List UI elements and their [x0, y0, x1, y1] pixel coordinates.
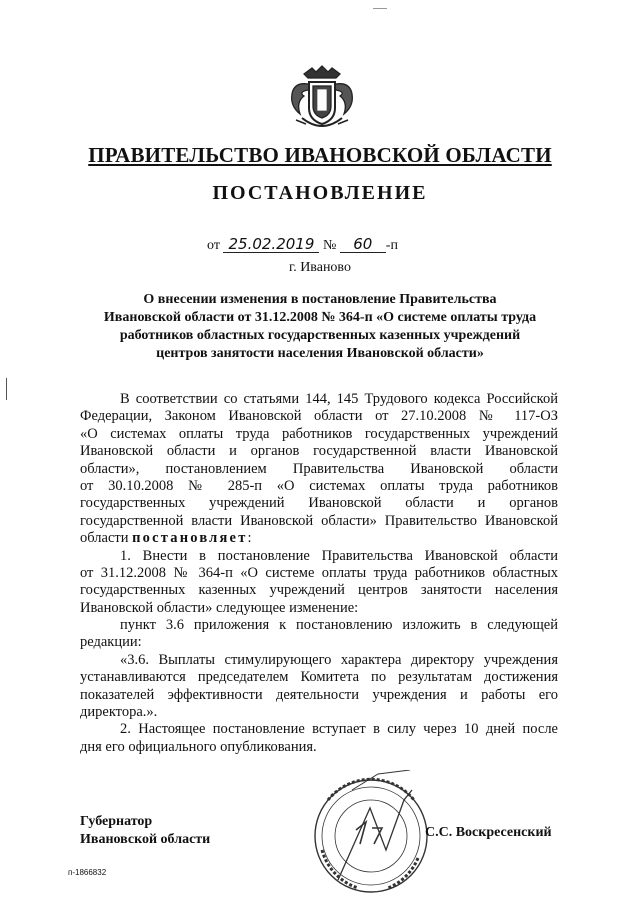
- date-prefix: от: [207, 238, 220, 253]
- item2-line: дня его официального опубликования.: [80, 738, 317, 755]
- document-subject: [100, 291, 540, 363]
- number-suffix: -п: [385, 238, 398, 253]
- document-city: г. Иваново: [289, 260, 351, 275]
- body-line: «О системах оплаты труда работников государственных учреждений: [80, 425, 558, 442]
- quote-line: показателей эффективности деятельности учреждения и работы его: [80, 686, 558, 703]
- item1-line: 1. Внести в постановление Правительства Ивановской области: [120, 547, 558, 564]
- government-title: ПРАВИТЕЛЬСТВО ИВАНОВСКОЙ ОБЛАСТИ: [88, 143, 552, 167]
- item1-sub-line: пункт 3.6 приложения к постановлению изложить в следующей: [120, 617, 558, 634]
- subject-line: центров занятости населения Ивановской области»: [156, 346, 484, 361]
- decree-line: [80, 530, 558, 547]
- number-label: №: [322, 238, 337, 253]
- document-dateline: [207, 236, 447, 254]
- item1-sub-line: редакции:: [80, 634, 142, 651]
- decree-prefix: области: [80, 530, 129, 547]
- decree-colon: :: [247, 530, 252, 547]
- document-date: 25.02.2019: [223, 236, 319, 253]
- body-line: от 30.10.2008 № 285-п «О системах оплаты труда работников: [80, 477, 558, 494]
- subject-line: Ивановской области от 31.12.2008 № 364-п «О системе оплаты труда: [103, 310, 537, 325]
- signatory-position: [80, 813, 210, 849]
- subject-line: О внесении изменения в постановление Правительства: [143, 292, 497, 307]
- quote-line: директора.».: [80, 704, 158, 721]
- quote-line: «3.6. Выплаты стимулирующего характера директору учреждения: [120, 651, 558, 668]
- official-stamp-icon: [308, 770, 434, 896]
- position-line: Губернатор: [80, 814, 153, 829]
- item2-line: 2. Настоящее постановление вступает в силу через 10 дней после: [120, 721, 558, 738]
- document-number: 60: [340, 236, 386, 253]
- body-line: области», постановлением Правительства Ивановской области: [80, 460, 558, 477]
- coat-of-arms-icon: [282, 60, 362, 132]
- body-line: государственной власти Ивановской области» Правительство Ивановской: [80, 512, 558, 529]
- item1-line: государственных казенных учреждений центров занятости населения: [80, 582, 558, 599]
- decree-word: постановляет: [132, 530, 248, 547]
- document-body: [80, 391, 558, 756]
- footer-code: п-1866832: [68, 868, 107, 877]
- position-line: Ивановской области: [80, 832, 211, 847]
- body-line: Ивановской области и органов государственной власти Ивановской: [80, 443, 558, 460]
- body-line: В соответствии со статьями 144, 145 Трудового кодекса Российской: [120, 391, 558, 407]
- item1-line: от 31.12.2008 № 364-п «О системе оплаты труда работников областных: [80, 564, 558, 581]
- subject-line: работников областных государственных казенных учреждений: [119, 328, 521, 343]
- item1-line: Ивановской области» следующее изменение:: [80, 599, 359, 616]
- body-line: государственных учреждений Ивановской области и органов: [80, 495, 558, 512]
- quote-line: устанавливаются председателем Комитета по результатам достижения: [80, 669, 558, 686]
- document-type: ПОСТАНОВЛЕНИЕ: [212, 182, 428, 204]
- scan-mark: [373, 8, 387, 9]
- signatory-name: С.С. Воскресенский: [425, 825, 552, 840]
- body-line: Федерации, Законом Ивановской области от 27.10.2008 № 117-ОЗ: [80, 408, 558, 425]
- margin-mark: [6, 378, 7, 400]
